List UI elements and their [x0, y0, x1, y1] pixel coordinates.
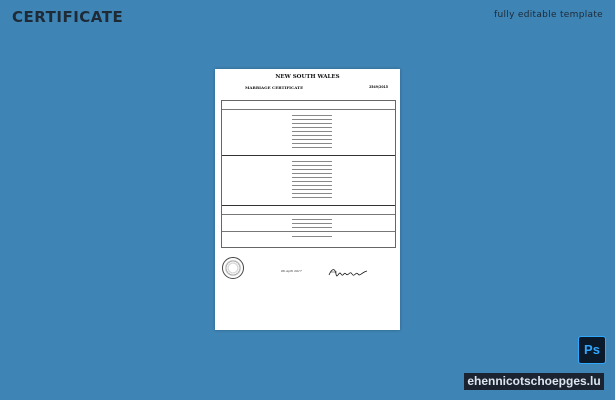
- form-line: [292, 165, 332, 166]
- form-line: [292, 189, 332, 190]
- registration-number: 2549/2015: [369, 85, 388, 89]
- form-line: [292, 197, 332, 198]
- page-heading: CERTIFICATE: [12, 8, 124, 26]
- form-line: [292, 193, 332, 194]
- form-line: [292, 135, 332, 136]
- form-line: [292, 143, 332, 144]
- form-line: [292, 185, 332, 186]
- page-subheading: fully editable template: [494, 10, 603, 20]
- form-line: [292, 181, 332, 182]
- form-line: [292, 227, 332, 228]
- form-divider: [222, 231, 395, 232]
- certificate-subtitle: MARRIAGE CERTIFICATE: [245, 85, 304, 90]
- form-line: [292, 169, 332, 170]
- form-line: [292, 177, 332, 178]
- form-line: [292, 127, 332, 128]
- photoshop-icon: Ps: [578, 336, 606, 364]
- form-line: [292, 131, 332, 132]
- form-line: [292, 139, 332, 140]
- form-line: [292, 161, 332, 162]
- form-divider: [222, 109, 395, 110]
- certificate-form: [221, 100, 396, 248]
- form-line: [292, 147, 332, 148]
- registrar-signature: [327, 266, 369, 278]
- form-divider: [222, 214, 395, 215]
- form-divider: [222, 205, 395, 206]
- form-line: [292, 219, 332, 220]
- official-seal-icon: [222, 257, 244, 279]
- certificate-document: [215, 69, 400, 330]
- form-line: [292, 115, 332, 116]
- form-line: [292, 119, 332, 120]
- date-issued: 06 April 2017: [281, 269, 302, 273]
- form-divider: [222, 155, 395, 156]
- form-line: [292, 236, 332, 237]
- brand-label: ehennicotschoepges.lu: [464, 373, 604, 390]
- form-line: [292, 173, 332, 174]
- form-line: [292, 223, 332, 224]
- certificate-state: NEW SOUTH WALES: [275, 74, 340, 80]
- form-line: [292, 123, 332, 124]
